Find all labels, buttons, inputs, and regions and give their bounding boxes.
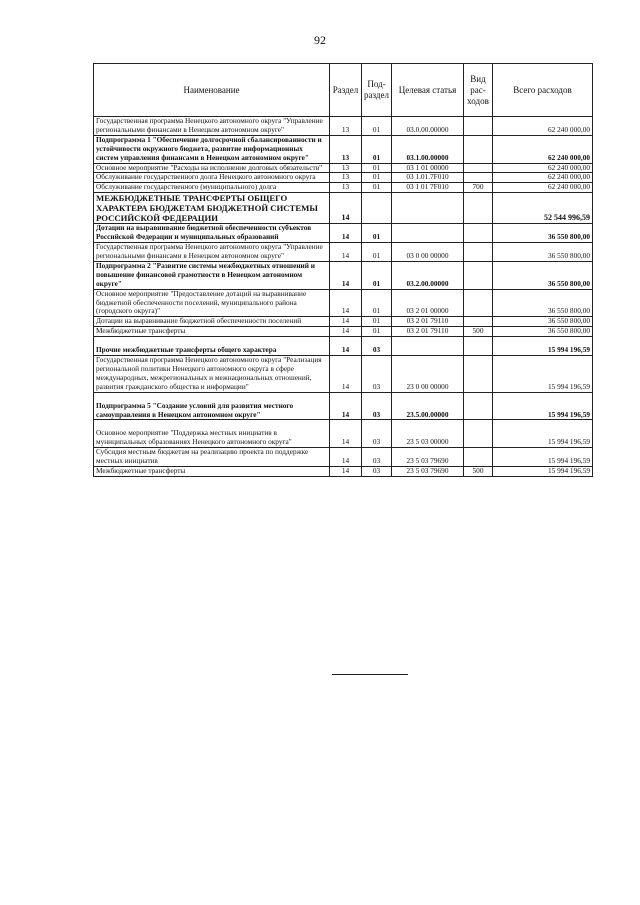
cell-expense-type [464,243,493,262]
cell-subsection: 01 [362,317,392,327]
cell-expense-type [464,337,493,356]
cell-subsection: 01 [362,327,392,337]
cell-name: Межбюджетные трансферты [94,327,330,337]
table-row [94,224,593,243]
cell-expense-type [464,117,493,136]
table-row [94,420,593,448]
cell-name: Государственная программа Ненецкого автономного округа "Управление региональными финансами в Ненецком автономном округе" [94,243,330,262]
cell-target [392,337,464,356]
cell-target: 03 2 01 79110 [392,327,464,337]
cell-amount: 62 240 000,00 [493,163,593,173]
cell-section: 14 [330,289,362,317]
cell-subsection: 01 [362,135,392,163]
cell-target [392,193,464,224]
table-body [94,117,593,477]
cell-target: 23 5 03 00000 [392,420,464,448]
cell-amount: 36 550 800,00 [493,261,593,289]
table-row [94,317,593,327]
cell-name: Подпрограмма 5 "Создание условий для развития местного самоуправления в Ненецком автономном округе" [94,392,330,420]
table-row [94,193,593,224]
cell-amount: 62 240 000,00 [493,173,593,183]
cell-expense-type [464,163,493,173]
cell-amount: 36 550 800,00 [493,224,593,243]
cell-amount: 36 550 800,00 [493,243,593,262]
table-row [94,448,593,467]
footer-divider [332,674,408,675]
cell-name: Обслуживание государственного (муниципального) долга [94,183,330,193]
cell-amount: 36 550 800,00 [493,289,593,317]
header-total: Всего расходов [493,64,593,117]
table-row [94,183,593,193]
cell-name: Дотации на выравнивание бюджетной обеспеченности субъектов Российской Федерации и муниципальных образований [94,224,330,243]
cell-amount: 36 550 800,00 [493,317,593,327]
cell-expense-type [464,173,493,183]
table-row [94,163,593,173]
table-row [94,467,593,477]
cell-section: 14 [330,392,362,420]
cell-section: 13 [330,163,362,173]
cell-subsection: 01 [362,261,392,289]
cell-expense-type [464,224,493,243]
cell-subsection: 03 [362,356,392,393]
cell-amount: 52 544 996,59 [493,193,593,224]
cell-target [392,224,464,243]
cell-subsection: 03 [362,448,392,467]
header-target: Целевая статья [392,64,464,117]
cell-target: 03.2.00.00000 [392,261,464,289]
cell-expense-type [464,356,493,393]
cell-name: Основное мероприятие "Расходы на исполнение долговых обязательств" [94,163,330,173]
cell-subsection: 03 [362,392,392,420]
cell-name: МЕЖБЮДЖЕТНЫЕ ТРАНСФЕРТЫ ОБЩЕГО ХАРАКТЕРА БЮДЖЕТАМ БЮДЖЕТНОЙ СИСТЕМЫ РОССИЙСКОЙ ФЕДЕРАЦИИ [94,193,330,224]
cell-target: 03 2 01 79110 [392,317,464,327]
cell-section: 14 [330,224,362,243]
cell-amount: 15 994 196,59 [493,448,593,467]
cell-section: 14 [330,448,362,467]
cell-expense-type [464,289,493,317]
cell-name: Основное мероприятие "Предоставление дотаций на выравнивание бюджетной обеспеченности поселений, муниципального района (городского округа)" [94,289,330,317]
cell-expense-type [464,193,493,224]
cell-name: Основное мероприятие "Поддержка местных инициатив в муниципальных образованиях Ненецкого автономного округа" [94,420,330,448]
cell-amount: 62 240 000,00 [493,135,593,163]
table-row [94,117,593,136]
cell-section: 14 [330,337,362,356]
cell-target: 23 0 00 00000 [392,356,464,393]
cell-amount: 15 994 196,59 [493,392,593,420]
cell-section: 14 [330,317,362,327]
cell-target: 03 1 01 00000 [392,163,464,173]
cell-target: 23 5 03 79690 [392,448,464,467]
cell-section: 14 [330,243,362,262]
cell-subsection: 03 [362,467,392,477]
cell-subsection: 01 [362,243,392,262]
page-number: 92 [314,33,326,47]
header-section: Раздел [330,64,362,117]
cell-expense-type [464,261,493,289]
cell-subsection: 01 [362,289,392,317]
cell-name: Прочие межбюджетные трансферты общего характера [94,337,330,356]
cell-section: 13 [330,135,362,163]
cell-target: 03 2 01 00000 [392,289,464,317]
cell-name: Обслуживание государственного долга Ненецкого автономного округа [94,173,330,183]
cell-name: Государственная программа Ненецкого автономного округа "Реализация региональной политики Ненецкого автономного округа в сфере международных, межрегиональных и межнациональных отношений, развития гражданского общества и информации" [94,356,330,393]
cell-amount: 62 240 000,00 [493,183,593,193]
cell-expense-type: 500 [464,327,493,337]
cell-name: Субсидия местным бюджетам на реализацию проекта по поддержке местных инициатив [94,448,330,467]
table-row [94,135,593,163]
cell-subsection: 01 [362,224,392,243]
cell-section: 14 [330,261,362,289]
cell-target: 23.5.00.00000 [392,392,464,420]
cell-expense-type: 500 [464,467,493,477]
cell-target: 03.1.00.00000 [392,135,464,163]
cell-subsection: 01 [362,163,392,173]
table-row [94,327,593,337]
table-row [94,261,593,289]
cell-subsection [362,193,392,224]
cell-amount: 15 994 196,59 [493,420,593,448]
cell-section: 13 [330,173,362,183]
cell-expense-type [464,448,493,467]
header-expense-type: Вид рас-ходов [464,64,493,117]
table-row [94,392,593,420]
cell-target: 03 0 00 00000 [392,243,464,262]
cell-section: 14 [330,327,362,337]
budget-table [93,63,593,477]
cell-subsection: 03 [362,337,392,356]
cell-amount: 62 240 000,00 [493,117,593,136]
cell-name: Подпрограмма 2 "Развитие системы межбюджетных отношений и повышение финансовой грамотности в Ненецком автономном округе" [94,261,330,289]
cell-section: 14 [330,193,362,224]
cell-target: 23 5 03 79690 [392,467,464,477]
table-row [94,243,593,262]
cell-section: 14 [330,420,362,448]
cell-subsection: 01 [362,117,392,136]
cell-expense-type [464,317,493,327]
table-row [94,356,593,393]
cell-amount: 15 994 196,59 [493,337,593,356]
cell-subsection: 01 [362,183,392,193]
cell-amount: 15 994 196,59 [493,356,593,393]
cell-target: 03 1 01 7F010 [392,183,464,193]
table-row [94,337,593,356]
table-row [94,173,593,183]
cell-name: Подпрограмма 1 "Обеспечение долгосрочной сбалансированности и устойчивости окружного бюджета, развитие информационных систем управления финансами в Ненецком автономном округе" [94,135,330,163]
cell-section: 13 [330,117,362,136]
cell-section: 13 [330,183,362,193]
cell-expense-type [464,392,493,420]
table-header-row [94,64,593,117]
header-subsection: Под-раздел [362,64,392,117]
cell-expense-type [464,135,493,163]
table-row [94,289,593,317]
cell-expense-type [464,420,493,448]
header-name: Наименование [94,64,330,117]
cell-name: Дотации на выравнивание бюджетной обеспеченности поселений [94,317,330,327]
cell-amount: 36 550 800,00 [493,327,593,337]
cell-amount: 15 994 196,59 [493,467,593,477]
cell-subsection: 03 [362,420,392,448]
cell-section: 14 [330,467,362,477]
cell-name: Межбюджетные трансферты [94,467,330,477]
cell-name: Государственная программа Ненецкого автономного округа "Управление региональными финансами в Ненецком автономном округе" [94,117,330,136]
cell-section: 14 [330,356,362,393]
cell-subsection: 01 [362,173,392,183]
cell-target: 03.0.00.00000 [392,117,464,136]
cell-expense-type: 700 [464,183,493,193]
cell-target: 03 1.01.7F010 [392,173,464,183]
